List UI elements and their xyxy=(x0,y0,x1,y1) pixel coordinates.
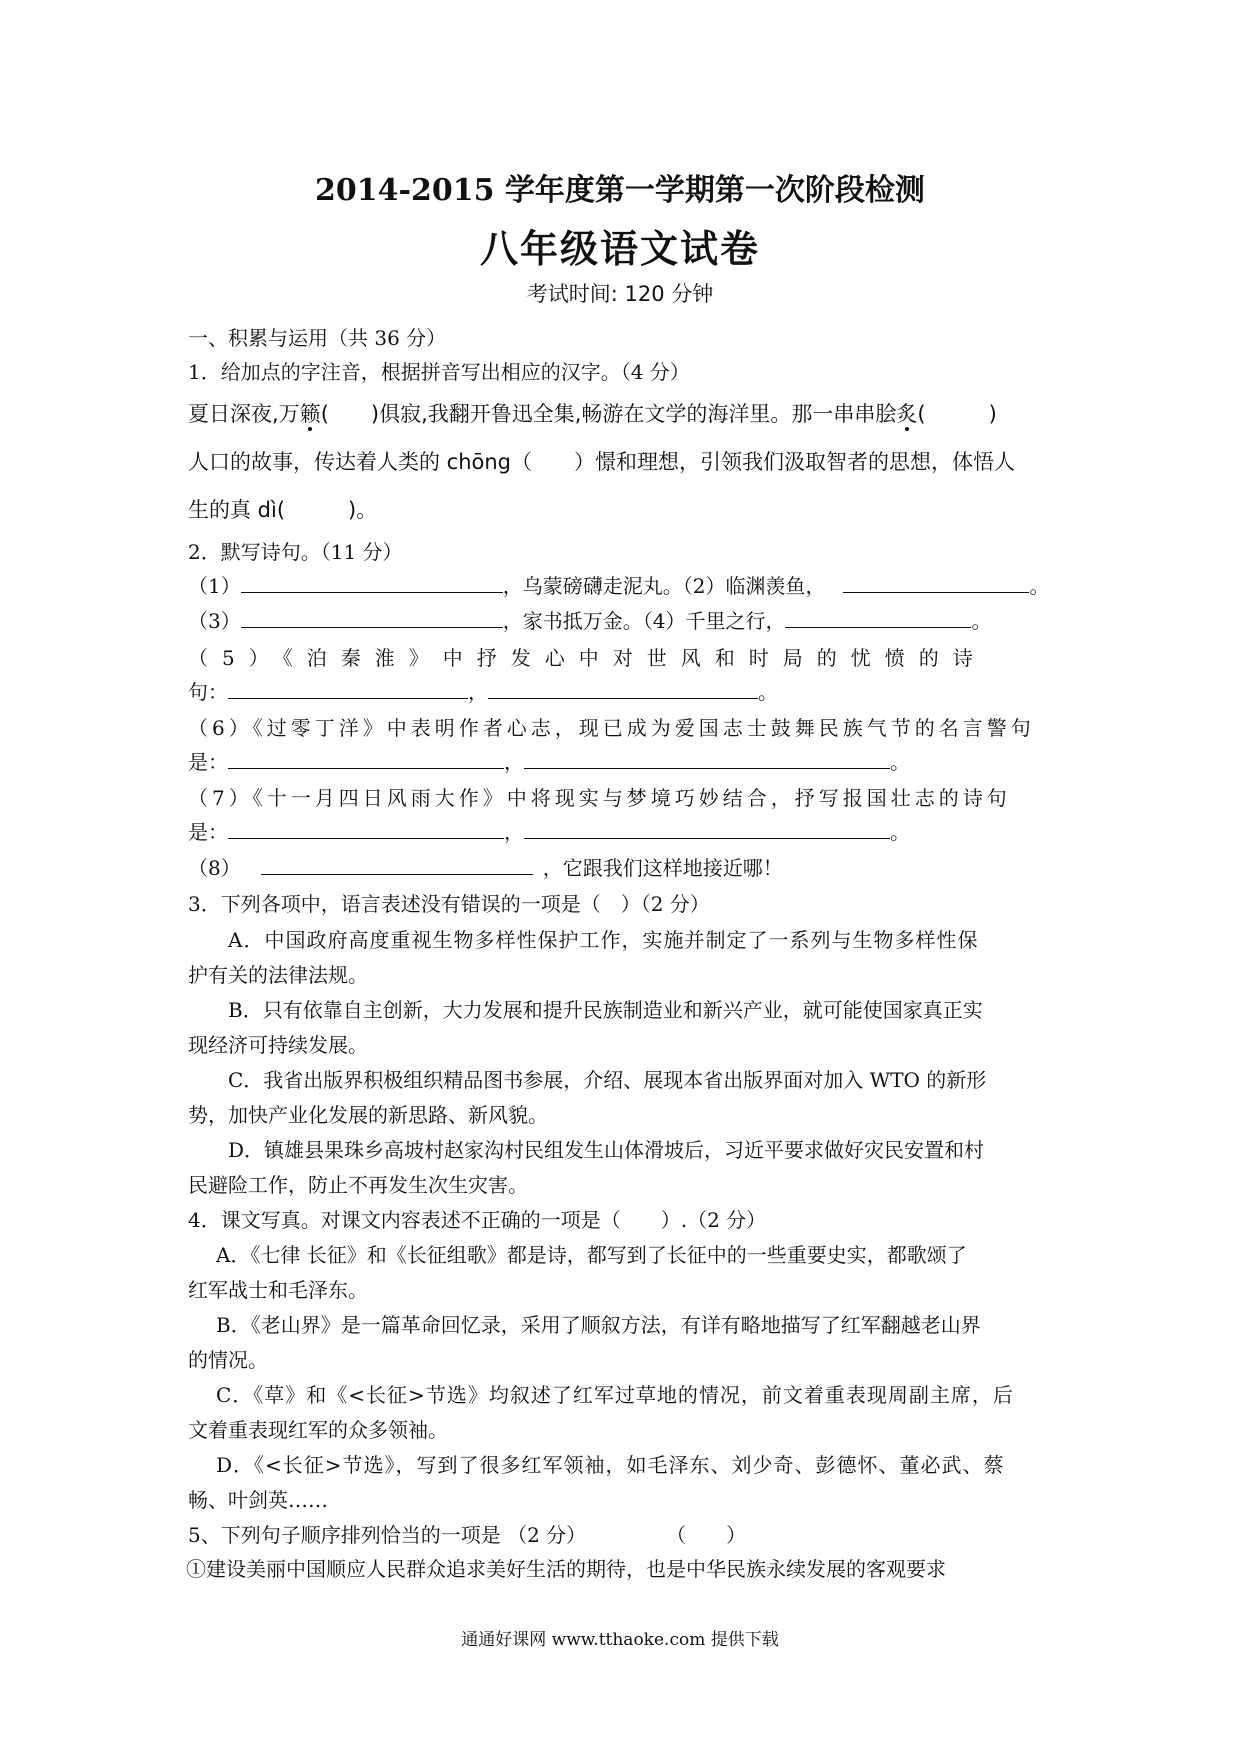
q3-option-c-cont: 势，加快产业化发展的新思路、新风貌。 xyxy=(188,1103,548,1127)
q2-p7-line-1: （7）《十一月四日风雨大作》中将现实与梦境巧妙结合，抒写报国壮志的诗句 xyxy=(188,786,1011,810)
q3-prompt: 3．下列各项中，语言表述没有错误的一项是（ ）（2 分） xyxy=(188,892,710,916)
q3-option-a: A．中国政府高度重视生物多样性保护工作，实施并制定了一系列与生物多样性保 xyxy=(228,928,979,952)
q2-p5-label: 句： xyxy=(188,680,228,704)
q3-option-d: D．镇雄县果珠乡高坡村赵家沟村民组发生山体滑坡后，习近平要求做好灾民安置和村 xyxy=(228,1138,985,1162)
answer-blank[interactable] xyxy=(524,748,890,769)
q2-p3-label: （3） xyxy=(188,609,241,633)
q1-dotted-char-2: 炙 xyxy=(896,402,918,426)
q1-prompt: 1．给加点的字注音，根据拼音写出相应的汉字。（4 分） xyxy=(188,360,690,384)
q1-text-a: 夏日深夜,万 xyxy=(188,402,300,426)
q2-p1-label: （1） xyxy=(188,574,241,598)
answer-blank[interactable] xyxy=(524,818,890,839)
q1-line-3: 生的真 dì( )。 xyxy=(188,498,378,522)
q5-prompt: 5、下列句子顺序排列恰当的一项是 （2 分） （ ） xyxy=(188,1523,747,1547)
answer-blank[interactable] xyxy=(261,854,533,875)
answer-blank[interactable] xyxy=(228,818,504,839)
q5-sentence-1: ①建设美丽中国顺应人民群众追求美好生活的期待，也是中华民族永续发展的客观要求 xyxy=(186,1557,946,1581)
q4-option-b: B．《老山界》是一篇革命回忆录，采用了顺叙方法，有详有略地描写了红军翻越老山界 xyxy=(216,1313,981,1337)
q2-p5-line-1: （5）《泊秦淮》中抒发心中对世风和时局的忧愤的诗 xyxy=(188,646,987,670)
section-heading: 一、积累与运用（共 36 分） xyxy=(188,326,447,350)
answer-blank[interactable] xyxy=(241,572,503,593)
comma: ， xyxy=(504,820,524,844)
end-mark: 。 xyxy=(971,609,992,633)
answer-blank[interactable] xyxy=(488,678,758,699)
exam-time: 考试时间: 120 分钟 xyxy=(526,282,714,306)
q2-p7-label: 是： xyxy=(188,820,228,844)
answer-blank[interactable] xyxy=(228,678,468,699)
answer-blank[interactable] xyxy=(241,607,503,628)
q4-option-b-cont: 的情况。 xyxy=(188,1348,268,1372)
q4-option-d: D．《<长征>节选》，写到了很多红军领袖，如毛泽东、刘少奇、彭德怀、董必武、蔡 xyxy=(216,1453,1005,1477)
q2-p6-label: 是： xyxy=(188,750,228,774)
q1-line-2: 人口的故事，传达着人类的 chōng（ ）憬和理想，引领我们汲取智者的思想，体悟人 xyxy=(188,450,1016,474)
answer-blank[interactable] xyxy=(228,748,504,769)
q2-prompt: 2．默写诗句。（11 分） xyxy=(188,540,403,564)
q2-line-2 xyxy=(188,605,991,634)
q3-option-d-cont: 民避险工作，防止不再发生次生灾害。 xyxy=(188,1173,528,1197)
q1-dotted-char-1: 籁 xyxy=(299,402,321,426)
q2-p1-text: ，乌蒙磅礴走泥丸。（2）临渊羡鱼， xyxy=(502,574,826,598)
q2-line-1 xyxy=(188,570,1049,599)
end-mark: 。 xyxy=(890,820,910,844)
q3-option-a-cont: 护有关的法律法规。 xyxy=(188,963,368,987)
end-mark: 。 xyxy=(1029,574,1050,598)
exam-subtitle: 八年级语文试卷 xyxy=(479,226,760,271)
q1-line-1 xyxy=(188,398,997,428)
q2-p7-line-2 xyxy=(188,816,910,845)
q4-option-a-cont: 红军战士和毛泽东。 xyxy=(188,1278,368,1302)
comma: ， xyxy=(468,680,488,704)
q3-option-b: B．只有依靠自主创新，大力发展和提升民族制造业和新兴产业，就可能使国家真正实 xyxy=(228,998,983,1022)
q4-option-c-cont: 文着重表现红军的众多领袖。 xyxy=(188,1418,448,1442)
q1-text-c: ( ) xyxy=(917,402,997,426)
page-footer: 通通好课网 www.tthaoke.com 提供下载 xyxy=(461,1630,779,1650)
answer-blank[interactable] xyxy=(785,607,971,628)
exam-title: 2014-2015 学年度第一学期第一次阶段检测 xyxy=(315,173,925,208)
q4-option-c: C．《草》和《<长征>节选》均叙述了红军过草地的情况，前文着重表现周副主席，后 xyxy=(216,1383,1014,1407)
answer-blank[interactable] xyxy=(843,572,1029,593)
q2-p3-text: ，家书抵万金。（4）千里之行， xyxy=(502,609,786,633)
q2-p8-label: （8） xyxy=(188,856,241,880)
q3-option-b-cont: 现经济可持续发展。 xyxy=(188,1033,368,1057)
q2-p5-line-2 xyxy=(188,676,778,705)
q4-option-d-cont: 畅、叶剑英…… xyxy=(188,1488,328,1512)
q2-line-8 xyxy=(188,852,783,881)
comma: ， xyxy=(504,750,524,774)
q2-p6-line-1: （6）《过零丁洋》中表明作者心志，现已成为爱国志士鼓舞民族气节的名言警句 xyxy=(188,716,1035,740)
q3-option-c: C．我省出版界积极组织精品图书参展，介绍、展现本省出版界面对加入 WTO 的新形 xyxy=(228,1068,987,1092)
q4-option-a: A．《七律 长征》和《长征组歌》都是诗，都写到了长征中的一些重要史实，都歌颂了 xyxy=(216,1243,967,1267)
end-mark: 。 xyxy=(890,750,910,774)
end-mark: 。 xyxy=(758,680,778,704)
q1-text-b: ( )俱寂,我翻开鲁迅全集,畅游在文学的海洋里。那一串串脍 xyxy=(320,402,897,426)
q2-p6-line-2 xyxy=(188,746,910,775)
q2-p8-text: ，它跟我们这样地接近哪！ xyxy=(542,856,783,880)
q4-prompt: 4．课文写真。对课文内容表述不正确的一项是（ ）.（2 分） xyxy=(188,1208,767,1232)
